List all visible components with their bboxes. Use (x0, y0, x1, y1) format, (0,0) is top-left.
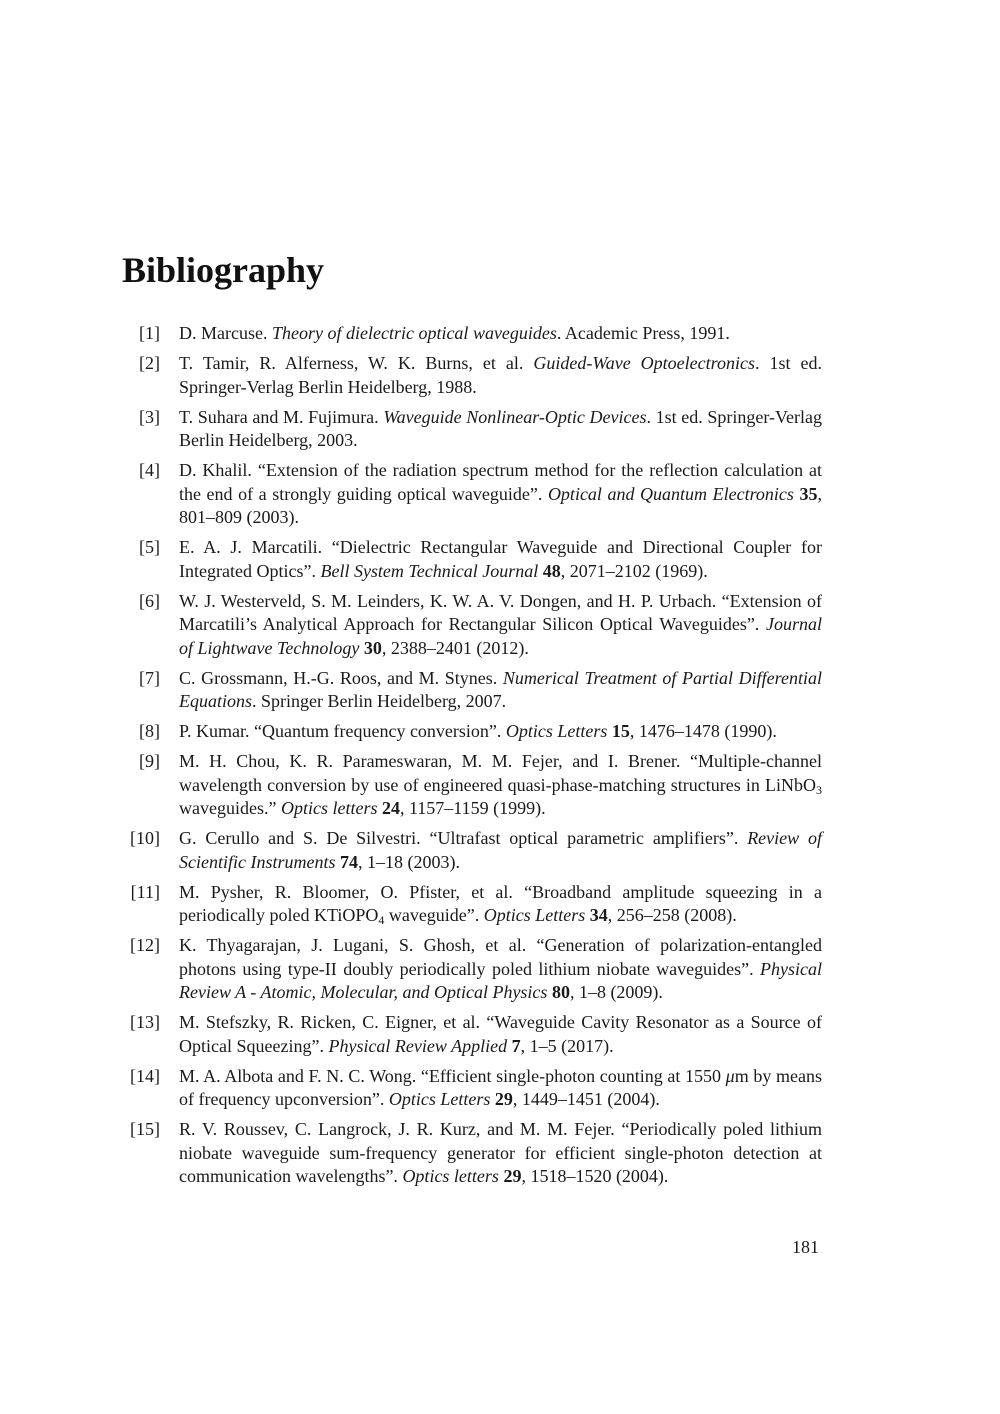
bib-entry-title-end: m by means of frequency upconversion”. (179, 1065, 822, 1109)
bib-entry-volume: 34 (589, 905, 608, 925)
bib-entry-subscript: 3 (816, 782, 822, 797)
bib-entry (122, 720, 822, 744)
bib-entry-journal: Journal of Lightwave Technology (179, 614, 822, 658)
bib-entry-title-end: waveguide”. (384, 905, 484, 925)
bib-entry-number: [14] (130, 1065, 160, 1086)
bib-entry-authors: D. Marcuse. (179, 323, 272, 343)
bib-entry-number: [7] (139, 667, 160, 688)
bib-entry (122, 322, 822, 346)
bib-entry-authors: T. Suhara and M. Fujimura. (179, 406, 384, 427)
bib-entry (122, 827, 822, 874)
bib-entry-journal: Optical and Quantum Electronics (547, 483, 794, 504)
bib-entry-journal: Optics letters (280, 798, 378, 818)
chapter-title: Bibliography (122, 250, 325, 290)
bibliography-list (122, 322, 822, 1195)
bib-entry (122, 590, 822, 661)
bib-entry-pages: , 801–809 (2003). (179, 483, 823, 527)
bib-entry-number: [1] (139, 323, 160, 343)
bib-entry-authors: C. Grossmann, H.-G. Roos, and M. Stynes. (179, 667, 503, 688)
bib-entry-volume: 15 (611, 721, 630, 741)
bib-entry-authors-title: R. V. Roussev, C. Langrock, J. R. Kurz, and M. M. Fejer. “Periodically poled lithium niobate waveguide sum-frequency generator for efficient single-photon detection at communication wavelengths”. (179, 1119, 822, 1186)
bib-entry-pages: , 1157–1159 (1999). (399, 798, 546, 818)
bib-entry-pages: , 1449–1451 (2004). (512, 1089, 660, 1109)
bib-entry-journal: Optics Letters (483, 905, 586, 925)
bib-entry-publisher: . Academic Press, 1991. (556, 323, 730, 343)
bib-entry-number: [11] (130, 881, 160, 902)
bib-entry-publisher: . Springer Berlin Heidelberg, 2007. (252, 691, 507, 711)
bib-entry-volume: 30 (363, 637, 382, 658)
bib-entry-pages: , 1–8 (2009). (569, 982, 663, 1002)
bib-entry-volume: 29 (494, 1089, 513, 1109)
bib-entry-number: [15] (130, 1119, 160, 1139)
bib-entry-number: [8] (139, 721, 160, 741)
bib-entry-authors-title: M. Stefszky, R. Ricken, C. Eigner, et al. “Waveguide Cavity Resonator as a Source of Optical Squeezing”. (179, 1012, 822, 1056)
bib-entry-mu-symbol: μ (725, 1065, 735, 1086)
bib-entry-title: Theory of dielectric optical waveguides (271, 323, 557, 343)
bib-entry-number: [2] (139, 353, 160, 373)
bib-entry (122, 352, 822, 399)
bib-entry-authors-title: M. A. Albota and F. N. C. Wong. “Efficient single-photon counting at 1550 (179, 1065, 726, 1086)
bib-entry-number: [5] (139, 537, 160, 557)
bib-entry (122, 1011, 822, 1058)
bib-entry-number: [10] (130, 828, 160, 848)
bib-entry-journal: Physical Review Applied (328, 1035, 508, 1056)
bib-entry-publisher: . 1st ed. Springer-Verlag Berlin Heidelberg, 1988. (179, 353, 823, 397)
bib-entry-volume: 74 (339, 851, 358, 872)
bib-entry-title: Guided-Wave Optoelectronics (533, 353, 755, 373)
bib-entry-journal: Review of Scientific Instruments (179, 828, 822, 872)
bib-entry-authors-title: G. Cerullo and S. De Silvestri. “Ultrafast optical parametric amplifiers”. (179, 828, 748, 848)
bib-entry-subscript: 4 (378, 913, 385, 927)
bib-entry-journal: Optics letters (402, 1166, 499, 1186)
bib-entry-volume: 24 (381, 798, 400, 818)
bib-entry-journal: Optics Letters (388, 1089, 491, 1109)
bib-entry-authors-title: E. A. J. Marcatili. “Dielectric Rectangular Waveguide and Directional Coupler for Integrated Optics”. (179, 537, 822, 581)
bib-entry-journal: Physical Review A - Atomic, Molecular, and Optical Physics (179, 958, 822, 1002)
bib-entry-authors-title: W. J. Westerveld, S. M. Leinders, K. W. A. V. Dongen, and H. P. Urbach. “Extension of Marcatili’s Analytical Approach for Rectangular Silicon Optical Waveguides”. (179, 590, 822, 634)
bib-entry-authors-title: D. Khalil. “Extension of the radiation spectrum method for the reflection calculation at the end of a strongly guiding optical waveguide”. (179, 460, 822, 504)
bib-entry (122, 667, 822, 714)
bib-entry-title: Waveguide Nonlinear-Optic Devices (383, 406, 647, 427)
bib-entry-pages: , 1476–1478 (1990). (629, 721, 777, 741)
bib-entry (122, 536, 822, 583)
bib-entry-publisher: . 1st ed. Springer-Verlag Berlin Heidelberg, 2003. (179, 406, 822, 450)
bib-entry (122, 1118, 822, 1189)
bib-entry-authors: T. Tamir, R. Alferness, W. K. Burns, et al. (179, 353, 534, 373)
bib-entry (122, 750, 822, 821)
bib-entry-authors-title: P. Kumar. “Quantum frequency conversion”. (179, 721, 506, 741)
bib-entry-pages: , 1–18 (2003). (357, 851, 460, 872)
bib-entry-pages: , 1–5 (2017). (520, 1035, 614, 1056)
bib-entry-pages: , 2388–2401 (2012). (381, 637, 529, 658)
bib-entry-number: [9] (139, 751, 160, 771)
bib-entry-title: Numerical Treatment of Partial Differential Equations (179, 667, 822, 711)
bib-entry-authors-title: M. H. Chou, K. R. Parameswaran, M. M. Fejer, and I. Brener. “Multiple-channel wavelength conversion by use of engineered quasi-phase-matching structures in LiNbO (179, 751, 822, 795)
bib-entry-pages: , 2071–2102 (1969). (560, 560, 708, 581)
bib-entry (122, 459, 822, 530)
bib-entry-volume: 7 (511, 1035, 521, 1056)
bib-entry (122, 1065, 822, 1112)
bib-entry-journal: Optics Letters (505, 721, 608, 741)
bib-entry-volume: 35 (799, 483, 818, 504)
bib-entry-number: [3] (139, 406, 160, 427)
bib-entry-volume: 48 (542, 560, 561, 581)
page-number: 181 (792, 1237, 819, 1257)
bib-entry-title-end: waveguides.” (179, 798, 281, 818)
bib-entry-authors-title: M. Pysher, R. Bloomer, O. Pfister, et al. “Broadband amplitude squeezing in a periodically poled KTiOPO (179, 881, 822, 925)
bib-entry (122, 406, 822, 453)
bib-entry-number: [12] (130, 935, 160, 955)
bib-entry-pages: , 1518–1520 (2004). (521, 1166, 669, 1186)
bib-entry-number: [6] (139, 590, 160, 611)
bib-entry (122, 881, 822, 928)
bib-entry-volume: 80 (551, 982, 570, 1002)
bib-entry-pages: , 256–258 (2008). (607, 905, 737, 925)
bib-entry-authors-title: K. Thyagarajan, J. Lugani, S. Ghosh, et al. “Generation of polarization-entangled photons using type-II doubly periodically poled lithium niobate waveguides”. (179, 935, 822, 979)
bib-entry-number: [13] (130, 1012, 160, 1032)
bib-entry (122, 934, 822, 1005)
bib-entry-volume: 29 (503, 1166, 522, 1186)
bib-entry-number: [4] (139, 460, 160, 480)
bib-entry-journal: Bell System Technical Journal (320, 560, 539, 581)
